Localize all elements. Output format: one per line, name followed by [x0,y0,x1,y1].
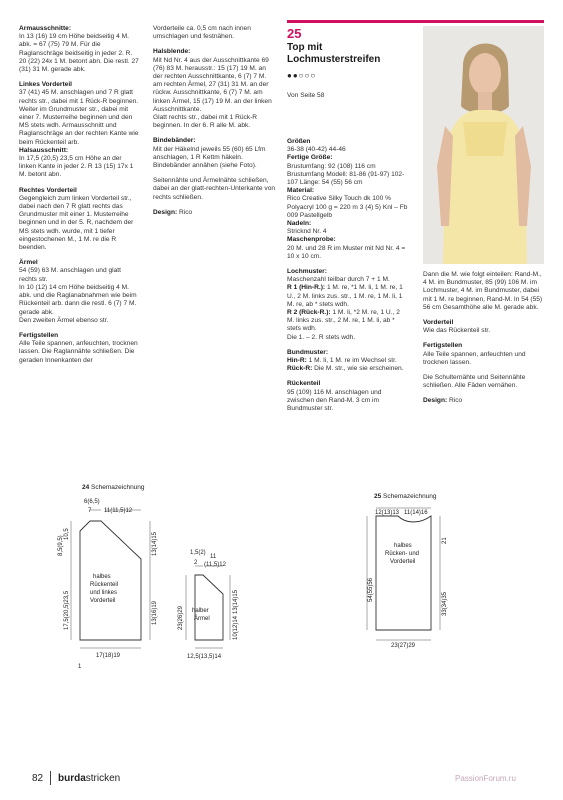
text-halsblende-2: Glatt rechts str., dabei mit 1 Rück-R beginnen. In der 6. R alle M. abk. [153,114,258,130]
schematic-24 [40,490,270,670]
dim-17-18: 17(18)19 [96,653,121,659]
footer-divider [50,771,51,785]
heading-bundmuster: Bundmuster: [287,348,329,356]
text-material: Rico Creative Silky Touch dk 100 % Polyacryl 100 g = 220 m 3 (4) 5) Knl – Fb 009 Pastellgelb [287,195,408,219]
dim-23-27: 23(27)29 [391,643,416,649]
text-rechtes-vorderteil: Gegengleich zum linken Vorderteil str., dabei nach den 7 R glatt rechts das Grundmuster mit einer 1. Musterreihe beginnen und in der 5. R, nachdem der MS stets wdh. wurde, mit 1 tiefer eingestochenen M., 1 M. re die R beenden. [19,194,134,252]
pattern-number: 25 [287,26,302,41]
accent-bar [287,20,544,23]
part-label-1d: Vorderteil [90,598,116,604]
dim-10-12: 10(12)14 [233,615,239,640]
text-aermel-2: In 10 (12) 14 cm Höhe beidseitig 4 M. abk. und die Raglanabnahmen wie beim Rückenteil arb. dann die restl. 6 (7) 7 M. gerade abk. [19,283,137,316]
text-rueck-r: Die M. str., wie sie erscheinen. [314,365,404,373]
text-fertigstellen-1: Alle Teile spannen, anfeuchten, trocknen lassen. Die Raglannähte schließen. Die geraden Innenkanten der [19,340,138,364]
dim-11-5: (11,5)12 [204,562,226,568]
dim-13-16: 13(16)19 [152,600,158,625]
text-nadeln: Stricknd Nr. 4 [287,228,327,236]
text-lochmuster-2: Die 1. – 2. R stets wdh. [287,333,356,341]
text-einteilung: Dann die M. wie folgt einteilen: Rand-M., 4 M. im Bundmuster, 85 (99) 106 M. im Lochmuster, 4 M. im Bundmuster, dabei mit 1 M. re beginnen, Rand-M. In 54 (55) 56 cm Gesamthöhe alle M. gerade abk. [423,271,543,311]
see-page-reference: Von Seite 58 [287,92,325,99]
dim-2: 2 [194,560,198,566]
part-label-25c: Vorderteil [390,559,416,565]
text-halsausschnitt: In 17,5 (20,5) 23,5 cm Höhe an der linken Kante in jeder 2. R 13 (15) 17x 1 M. betont abn. [19,155,134,179]
text-column-4 [423,271,547,413]
text-column-2 [153,25,276,224]
text-bindebaender: Mit der Häkelnd jeweils 55 (60) 65 Lfm anschlagen, 1 R Kettm häkeln. Bindebänder annähen (siehe Foto). [153,145,266,170]
diagram-24-label: 24 Schemazeichnung [82,484,145,491]
text-reihe-2: 1 M. li, *2 M. re, 1 U., 2 M. links zus. str., 2 M. re, 1 M. li, ab * stets wdh. [287,309,400,333]
dim-21: 21 [442,537,448,544]
heading-rueckenteil: Rückenteil [287,380,321,388]
piece-back-front-25 [376,516,431,630]
heading-lochmuster: Lochmuster: [287,268,327,276]
part-label-25b: Rücken- und [385,551,420,557]
text-linkes-vorderteil-1: 37 (41) 45 M. anschlagen und 7 R glatt rechts str., dabei mit 1 Rück-R beginnen. [19,89,139,105]
heading-vorderteil: Vorderteil [423,319,454,327]
dim-11-top: 11(11,5)12 [104,508,133,514]
label-reihe-1: R 1 (Hin-R.): [287,284,326,292]
dim-13-14: 13(14)15 [152,531,158,556]
part-label-2b: Ärmel [194,616,210,622]
dim-12-5: 12,5(13,5)14 [187,654,222,660]
part-label-1a: halbes [93,574,111,580]
part-label-1c: und linkes [90,590,118,596]
dim-1-left: 1 [78,664,82,670]
text-design: Rico [179,208,193,216]
text-seitennaehte: Seitennähte und Ärmelnähte schließen, dabei an der glatt-rechten-Unterkante von rechts schließen. [153,177,276,201]
text-continuation: Vorderteile ca. 0,5 cm nach innen umschlagen und festnähen. [153,25,251,41]
dim-13-14-sleeve: 13(14)15 [233,589,239,614]
heading-halsblende: Halsblende: [153,48,191,56]
pattern-title: Top mit Lochmusterstreifen [287,42,381,65]
diagram-25-label: 25 Schemazeichnung [374,493,437,500]
text-groessen: 36-38 (40-42) 44-46 [287,146,346,154]
heading-fertige-groesse: Fertige Größe: [287,154,333,162]
label-reihe-2: R 2 (Rück-R.): [287,309,331,317]
dim-54: 54(55)56 [368,577,374,602]
text-aermel-3: Den zweiten Ärmel ebenso str. [19,316,109,324]
part-label-25a: halbes [394,543,412,549]
text-column-1 [19,25,139,372]
part-label-2a: halber [192,608,209,614]
label-hin-r: Hin-R: [287,357,307,365]
heading-groessen: Größen [287,138,311,145]
schematic-25 [360,500,460,660]
text-vorderteil: Wie das Rückenteil str. [423,327,491,335]
text-fertigstellen-2b: Die Schulternähte und Seitennähte schließen. Alle Fäden vernähen. [423,374,526,390]
heading-rechtes-vorderteil: Rechtes Vorderteil [19,186,77,194]
text-lochmuster-1: Maschenzahl teilbar durch 7 + 1 M. [287,276,390,284]
text-aermel-1: 54 (59) 63 M. anschlagen und glatt rechts str. [19,267,121,283]
model-photo [423,26,544,264]
dim-33: 33(34)35 [442,591,448,616]
label-design: Design: [153,208,178,216]
heading-armausschnitte: Armausschnitte: [19,25,72,32]
text-design-2: Rico [449,397,463,405]
text-maschenprobe: 20 M. und 28 R im Muster mit Nd Nr. 4 = 10 x 10 cm. [287,244,406,260]
magazine-brand: burdastricken [58,773,121,784]
heading-material: Material: [287,187,315,195]
dim-10-5: 10,5 [64,528,70,540]
piece-back-front [80,521,141,640]
heading-fertigstellen-2: Fertigstellen [423,342,463,350]
heading-fertigstellen-1: Fertigstellen [19,331,59,339]
dim-11-sleeve: 11 [210,554,217,560]
text-reihe-1: 1 M. re, *1 M. li, 1 M. re, 1 U., 2 M. links zus. str., 1 M. re, 1 M. li, 1 M. re, ab * stets wdh. [287,284,403,308]
dim-top-25: 12(13)13 [375,510,400,516]
heading-nadeln: Nadeln: [287,220,312,228]
dim-1-5: 1,5(2) [190,550,206,556]
text-armausschnitte: In 13 (16) 19 cm Höhe beidseitig 4 M. abk. = 67 (75) 79 M. Für die Raglanschräge beidseitig in jeder 2. R. 20 (22) 24x 1 M. betont abn. Die restl. 27 (31) 31 M. gerade abk. [19,33,139,74]
heading-linkes-vorderteil: Linkes Vorderteil [19,81,73,89]
heading-bindebaender: Bindebänder: [153,137,196,145]
text-rueckenteil: 95 (109) 116 M. anschlagen und zwischen den Rand-M. 3 cm im Bundmuster str. [287,388,382,413]
dim-17-5: 17,5(20,5)23,5 [64,590,70,630]
heading-aermel: Ärmel [19,259,38,267]
dim-8-5: 8,5(9,5) [58,535,64,556]
dim-top2-25: 11(14)16 [404,510,428,516]
text-column-3 [287,138,409,420]
watermark: PassionForum.ru [455,774,516,783]
text-linkes-vorderteil-2: Weiter im Grundmuster str., dabei mit einer 7. Musterreihe beginnen und den MS stets wdh. Armausschnitt und Raglanschräge an der rechten Kante wie beim Rückenteil arb. [19,105,139,146]
text-fertigstellen-2a: Alle Teile spannen, anfeuchten und trocknen lassen. [423,350,526,366]
text-fertige-groesse: Brustumfang: 92 (108) 116 cm Brustumfang Modell: 81-86 (91-97) 102-107 Länge: 54 (55) 56 cm [287,162,405,187]
label-design-2: Design: [423,397,448,405]
page-number: 82 [32,773,44,784]
difficulty-rating: ●●○○○ [287,71,317,80]
text-halsblende-1: Mit Nd Nr. 4 aus der Ausschnittkante 69 (76) 83 M. herausstr.: 15 (17) 19 M. an der rechten Ausschnittkante, 6 (7) 7 M. am rechten Ärmel, 27 (31) 31 M. an der rückw. Ausschnittkante, 6 (7) 7 M. am linken Ärmel, 15 (17) 19 M. an der linken Ausschnittkante. [153,56,272,113]
label-rueck-r: Rück-R: [287,365,313,373]
heading-maschenprobe: Maschenprobe: [287,236,336,244]
text-hin-r: 1 M. li, 1 M. re im Wechsel str. [308,357,397,365]
part-label-1b: Rückenteil [90,582,119,588]
heading-halsausschnitt: Halsausschnitt: [19,146,69,154]
dim-7: 7 [88,508,92,514]
dim-6-6-5: 6(6,5) [84,499,100,505]
dim-23-26: 23(26)29 [178,605,184,630]
